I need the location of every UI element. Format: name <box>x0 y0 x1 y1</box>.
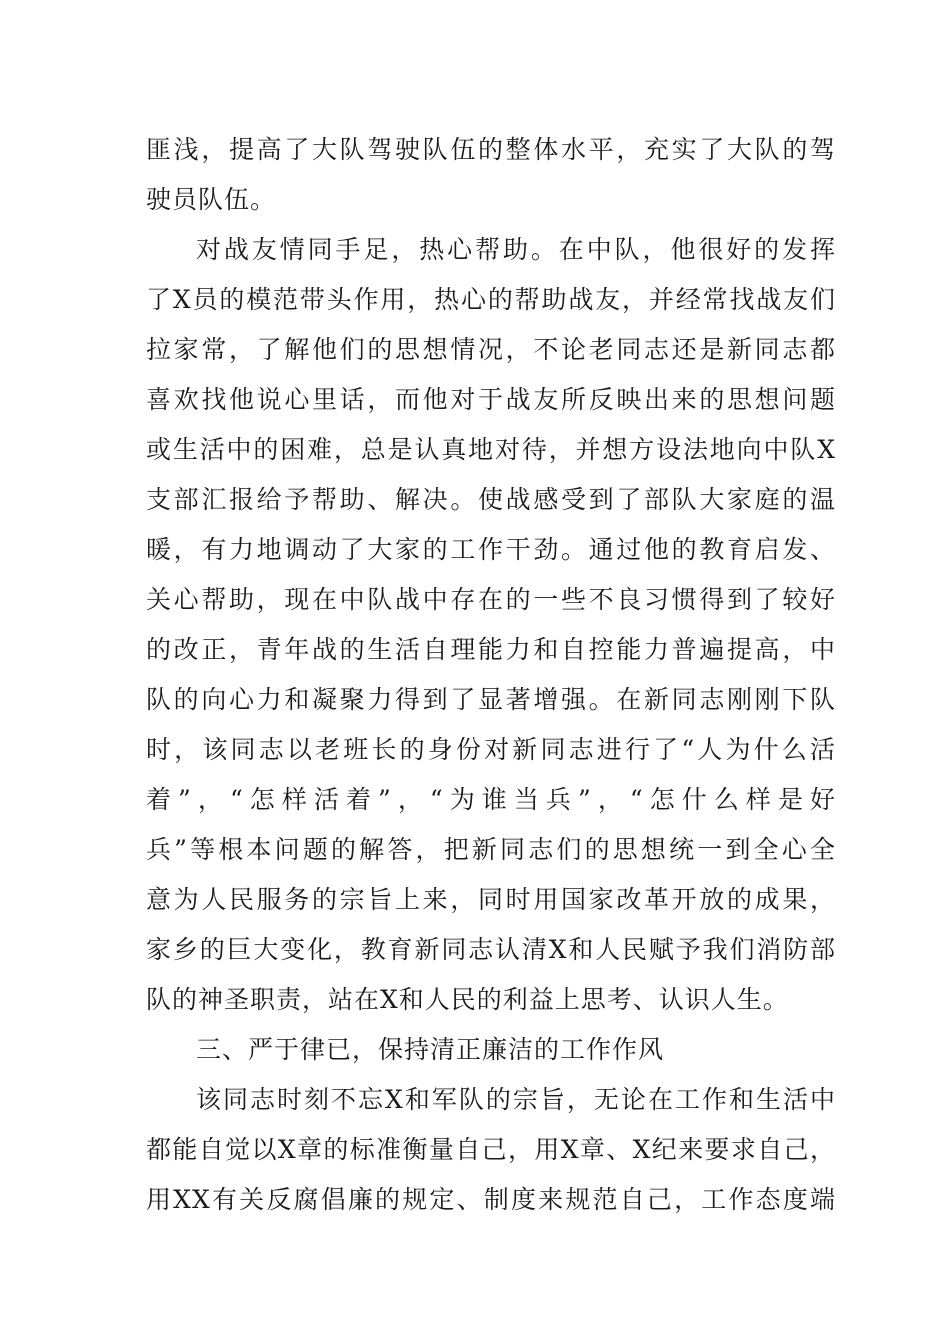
text-line: 都能自觉以X章的标准衡量自己，用X章、X纪来要求自己， <box>146 1135 836 1164</box>
text-line: 兵”等根本问题的解答，把新同志们的思想统一到全心全 <box>146 835 836 864</box>
paragraph-first-line: 对战友情同手足，热心帮助。在中队，他很好的发挥 <box>196 235 836 264</box>
text-line: 暖，有力地调动了大家的工作干劲。通过他的教育启发、 <box>146 535 836 564</box>
text-line: 支部汇报给予帮助、解决。使战感受到了部队大家庭的温 <box>146 485 836 514</box>
text-line: 了X员的模范带头作用，热心的帮助战友，并经常找战友们 <box>146 285 836 314</box>
text-line: 意为人民服务的宗旨上来，同时用国家改革开放的成果， <box>146 885 836 914</box>
text-line: 用XX有关反腐倡廉的规定、制度来规范自己，工作态度端 <box>146 1185 836 1214</box>
text-line: 或生活中的困难，总是认真地对待，并想方设法地向中队X <box>146 435 836 464</box>
text-line: 关心帮助，现在中队战中存在的一些不良习惯得到了较好 <box>146 585 836 614</box>
section-heading: 三、严于律已，保持清正廉洁的工作作风 <box>196 1035 665 1064</box>
text-line: 队的向心力和凝聚力得到了显著增强。在新同志刚刚下队 <box>146 685 836 714</box>
text-line: 匪浅，提高了大队驾驶队伍的整体水平，充实了大队的驾 <box>146 135 836 164</box>
text-line: 队的神圣职责，站在X和人民的利益上思考、认识人生。 <box>146 985 789 1014</box>
text-line: 拉家常，了解他们的思想情况，不论老同志还是新同志都 <box>146 335 836 364</box>
text-line: 的改正，青年战的生活自理能力和自控能力普遍提高，中 <box>146 635 836 664</box>
text-line: 着”，“怎样活着”，“为谁当兵”，“怎什么样是好 <box>146 785 836 814</box>
text-line: 驶员队伍。 <box>146 185 277 214</box>
text-line: 时，该同志以老班长的身份对新同志进行了“人为什么活 <box>146 735 836 764</box>
paragraph-first-line: 该同志时刻不忘X和军队的宗旨，无论在工作和生活中 <box>196 1085 836 1114</box>
text-line: 家乡的巨大变化，教育新同志认清X和人民赋予我们消防部 <box>146 935 836 964</box>
text-line: 喜欢找他说心里话，而他对于战友所反映出来的思想问题 <box>146 385 836 414</box>
